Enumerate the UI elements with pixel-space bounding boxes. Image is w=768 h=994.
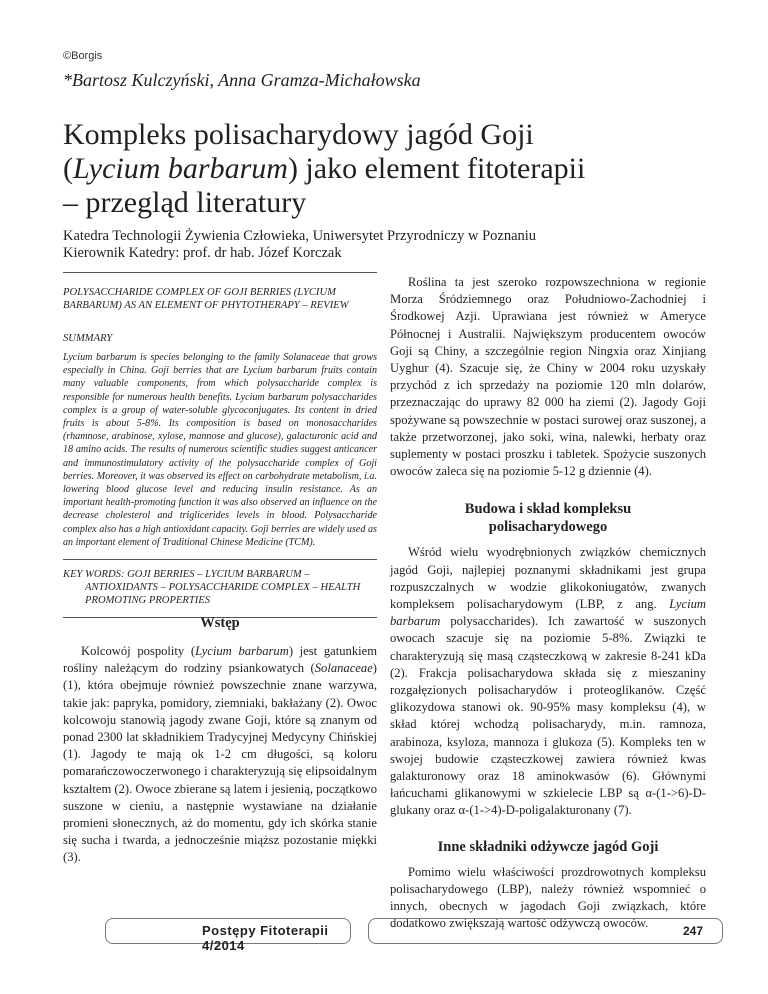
title-line-1: Kompleks polisacharydowy jagód Goji <box>63 118 534 151</box>
intro-text-c: ) (1), która obejmuje również powszechnie znane warzywa, takie jak: papryka, pomidory, ziemniaki, bakłażany (2). Owoc kolcowoju stanowią jagody zwane Goji, które są znanym od ponad 2300 lat składnikiem Tradycyjnej Medycyny Chińskiej (1). Jagody te mają ok 1-2 cm długości, są koloru pomarańczowoczerwonego i charakteryzują się elipsoidalnym kształtem (2). Owoce zbierane są latem i jesienią, początkowo suszone w cieniu, a następnie wystawiane na działanie promieni słonecznych, aż do momentu, gdy ich skórka stanie się sucha i twarda, a jednocześnie miąższ pozostanie miękki (3). <box>63 661 378 865</box>
title-line-2-suffix: ) jako element fitoterapii <box>287 152 586 185</box>
intro-text-b: ) jest gatunkiem rośliny należącym do rodziny psiankowatych ( <box>63 644 377 676</box>
abstract-top-rule <box>63 272 377 273</box>
english-title: POLYSACCHARIDE COMPLEX OF GOJI BERRIES (LYCIUM BARBARUM) AS AN ELEMENT OF PHYTOTHERAPY – REVIEW <box>63 287 349 311</box>
structure-text-b: polysaccharides). Ich zawartość w suszonych owocach szacuje się na poziomie 5-8%. Związki te charakteryzują się masą cząsteczkową w zakresie 8-241 kDa (2). Frakcja polisacharydowa składa się z mieszaniny rozgałęzionych polisacharydów i proteoglikanów. Część glikozydowa stanowi ok. 90-95% masy kompleksu (4), w skład której wchodzą polisacharydy, m.in. ramnoza, arabinoza, ksyloza, mannoza i glukoza (5). Kompleks ten w swojej budowie cząsteczkowej zawiera również kwas galakturonowy oraz 18 aminokwasów (6). Głównymi łańcuchami glikanowymi w szkielecie LBP są α-(1->6)-D-glukany oraz α-(1->4)-D-poligalakturonany (7). <box>390 614 706 818</box>
structure-text-a: Wśród wielu wyodrębnionych związków chemicznych jagód Goji, najlepiej poznanymi składnikami jest grupa rozpuszczalnych w wodzie glikokoniugatów, zwanych kompleksem polisacharydowym (LBP, z ang. <box>390 545 706 612</box>
affiliation <box>63 228 723 262</box>
distribution-paragraph: Roślina ta jest szeroko rozpowszechniona w regionie Morza Śródziemnego oraz Południowo-Zachodniej i Środkowej Azji. Uprawiana jest również w Ameryce Północnej i Australii. Największym producentem owoców Goji są Chiny, a szczególnie region Ningxia oraz Xinjiang Uyghur (4). Szacuje się, że Chiny w 2004 roku uzyskały przychód z ich sprzedaży na poziomie 120 mln dolarów, przeznaczając do uprawy 82 000 ha ziemi (2). Jagody Goji spożywane są powszechnie w postaci surowej oraz suszonej, a także przetworzonej, jako soki, wina, nalewki, herbaty oraz suplementy w postaci proszku i tabletek. Spożycie suszonych owoców zaleca się na poziomie 5-12 g dziennie (4). <box>390 275 706 479</box>
summary-label: SUMMARY <box>63 333 113 344</box>
intro-species-name: Lycium barbarum <box>195 644 289 658</box>
structure-species-name: Lycium barbarum <box>390 597 706 629</box>
introduction-section <box>63 614 377 867</box>
english-abstract <box>63 272 377 618</box>
intro-text-a: Kolcowój pospolity ( <box>81 644 196 658</box>
structure-heading-line-1: Budowa i skład kompleksu <box>464 501 632 518</box>
publisher-mark: ©Borgis <box>63 50 103 62</box>
title-line-3: – przegląd literatury <box>63 186 307 219</box>
structure-heading <box>390 500 706 536</box>
right-column <box>390 274 706 933</box>
structure-heading-line-2: polisacharydowego <box>488 519 608 536</box>
keywords: KEY WORDS: GOJI BERRIES – LYCIUM BARBARUM – ANTIOXIDANTS – POLYSACCHARIDE COMPLEX – HEALTH PROMOTING PROPERTIES <box>63 569 361 607</box>
affiliation-head: Kierownik Katedry: prof. dr hab. Józef Korczak <box>63 245 342 261</box>
title-line-2-prefix: ( <box>63 152 73 185</box>
page-footer <box>63 918 723 953</box>
page-number: 247 <box>682 924 703 938</box>
journal-name: Postępy Fitoterapii 4/2014 <box>202 923 329 953</box>
abstract-middle-rule <box>63 559 377 560</box>
article-authors: *Bartosz Kulczyński, Anna Gramza-Michałowska <box>63 70 421 90</box>
intro-heading: Wstęp <box>200 615 240 631</box>
nutrients-paragraph: Pomimo wielu właściwości prozdrowotnych kompleksu polisacharydowego (LBP), należy również wspomnieć o innych, obecnych w jagodach Goji związkach, które dodatkowo zwiększają wartość odżywczą owoców. <box>390 864 706 931</box>
nutrients-heading: Inne składniki odżywcze jagód Goji <box>437 838 659 855</box>
intro-paragraph <box>63 643 377 867</box>
affiliation-institution: Katedra Technologii Żywienia Człowieka, Uniwersytet Przyrodniczy w Poznaniu <box>63 228 537 244</box>
structure-paragraph <box>390 544 706 819</box>
page-number-tab <box>368 918 723 944</box>
intro-family-name: Solanaceae <box>314 661 373 676</box>
journal-tab <box>105 918 351 953</box>
article-title <box>63 118 723 220</box>
summary-text: Lycium barbarum is species belonging to the family Solanaceae that grows especially in China. Goji berries that are Lycium barbarum fruits contain many valuable components, from which polysaccharide complex is responsible for numerous health benefits. Lycium barbarum polysaccharides complex is a group of water-soluble glycoconjugates. Its content in dried fruits is about 5-8%. Its composition is based on monosaccharides (rhamnose, arabinose, xylose, mannose and glucose), galacturonic acid and 18 amino acids. The results of numerous scientific studies suggest anticancer and immunostimulatory activity of the polysaccharide complex of Goji berries. Moreover, it was observed its effect on carbohydrate metabolism, i.a. lowering blood glucose level and reducing insulin resistance. As an important health-promoting function it was also observed an influence on the decrease cholesterol and triglicerides levels in blood. Polysaccharide complex also has a high antioxidant capacity. Goji berries are widely used as an important element of Traditional Chinese Medicine (TCM). <box>63 352 377 548</box>
title-line-2-species: Lycium barbarum <box>73 152 288 185</box>
